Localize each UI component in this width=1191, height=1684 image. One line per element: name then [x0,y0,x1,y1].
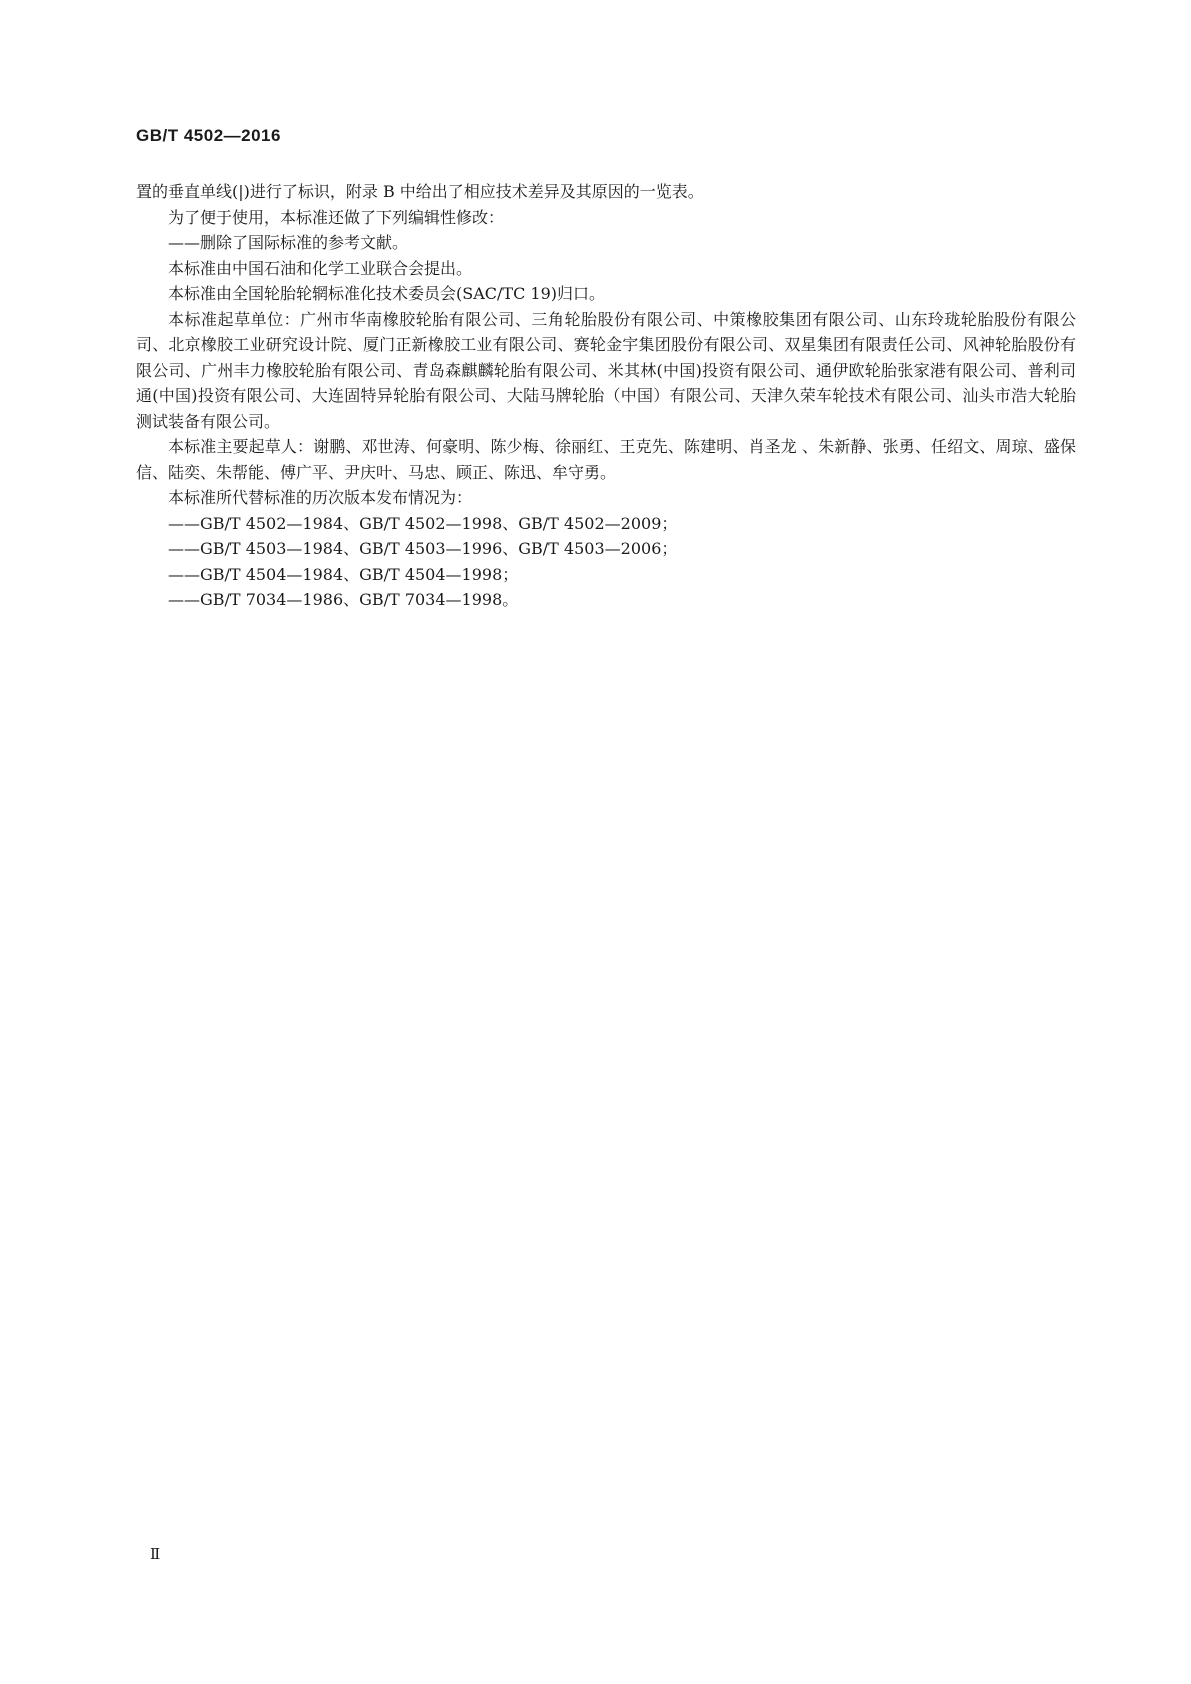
paragraph-editorial-changes: 为了便于使用，本标准还做了下列编辑性修改： [168,207,505,227]
paragraph-proposed-by: 本标准由中国石油和化学工业联合会提出。 [168,258,473,278]
standard-code-header: GB/T 4502—2016 [136,126,281,145]
paragraph-drafting-units: 本标准起草单位：广州市华南橡胶轮胎有限公司、三角轮胎股份有限公司、中策橡胶集团有限公司、山东玲珑轮胎股份有限公司、北京橡胶工业研究设计院、厦门正新橡胶工业有限公司、赛轮金宇集团股份有限公司、双星集团有限责任公司、风神轮胎股份有限公司、广州丰力橡胶轮胎有限公司、青岛森麒麟轮胎有限公司、米其林(中国)投资有限公司、通伊欧轮胎张家港有限公司、普利司通(中国)投资有限公司、大连固特异轮胎有限公司、大陆马牌轮胎（中国）有限公司、天津久荣车轮技术有限公司、汕头市浩大轮胎测试装备有限公司。 [136,309,1076,431]
paragraph-centralized-by: 本标准由全国轮胎轮辋标准化技术委员会(SAC/TC 19)归口。 [168,284,605,303]
foreword-body [136,179,1076,613]
paragraph-replaced-versions: 本标准所代替标准的历次版本发布情况为： [168,488,473,507]
history-item: ——GB/T 4502—1984、GB/T 4502—1998、GB/T 4502—2009； [168,513,678,533]
history-item: ——GB/T 4504—1984、GB/T 4504—1998； [168,564,519,584]
history-item: ——GB/T 7034—1986、GB/T 7034—1998。 [168,590,519,609]
page-number: Ⅱ [150,1545,161,1563]
history-item: ——GB/T 4503—1984、GB/T 4503—1996、GB/T 4503—2006； [168,539,678,558]
paragraph-deleted-references: ——删除了国际标准的参考文献。 [168,233,409,252]
paragraph-main-drafters: 本标准主要起草人：谢鹏、邓世涛、何豪明、陈少梅、徐丽红、王克先、陈建明、肖圣龙 、朱新静、张勇、任绍文、周琼、盛保信、陆奕、朱帮能、傅广平、尹庆叶、马忠、顾正、陈迅、牟守勇。 [136,437,1076,482]
paragraph-continuation: 置的垂直单线(|)进行了标识，附录 B 中给出了相应技术差异及其原因的一览表。 [136,182,704,201]
